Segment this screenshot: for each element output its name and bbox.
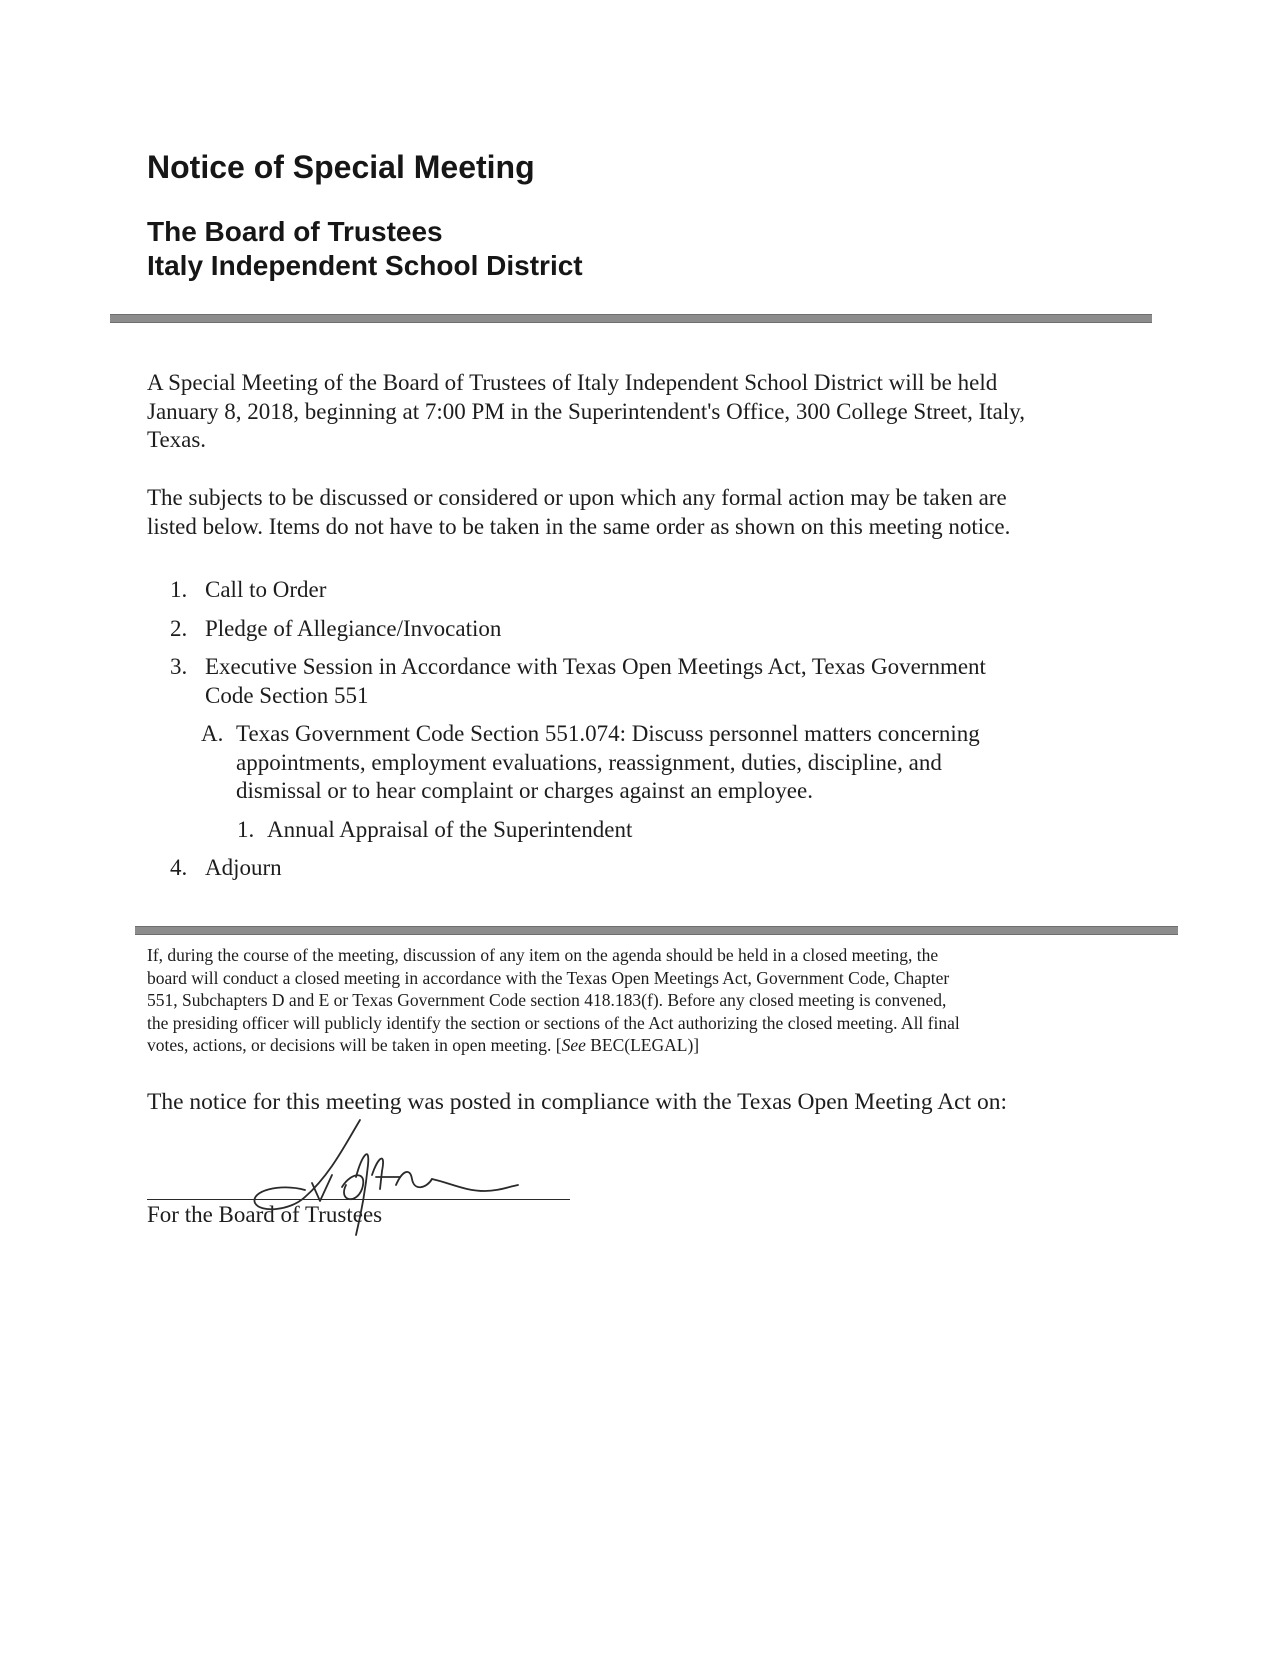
agenda-item-number: 4. <box>170 855 188 880</box>
agenda-subitem <box>201 720 1110 806</box>
notice-title: Notice of Special Meeting <box>147 149 535 185</box>
intro-paragraph <box>147 369 1127 455</box>
agenda-item-text <box>205 653 1110 710</box>
agenda-subitem-text <box>236 720 1110 806</box>
agenda-subsubitem-text: Annual Appraisal of the Superintendent <box>267 816 633 842</box>
footnote-line-start: votes, actions, or decisions will be taken in open meeting. [ <box>147 1035 562 1055</box>
agenda-item-text-line: Code Section 551 <box>205 682 369 708</box>
board-heading <box>147 215 583 283</box>
signature-caption: For the Board of Trustees <box>147 1202 383 1227</box>
closed-meeting-footnote <box>147 944 1117 1057</box>
agenda-item <box>170 854 1110 883</box>
posting-statement: The notice for this meeting was posted in compliance with the Texas Open Meeting Act on: <box>147 1089 1008 1115</box>
footnote-line: the presiding officer will publicly identify the section or sections of the Act authorizing the closed meeting. All final <box>147 1012 960 1033</box>
agenda-item-text: Adjourn <box>205 855 282 880</box>
agenda-subitem-text-line: Texas Government Code Section 551.074: Discuss personnel matters concerning <box>236 721 980 746</box>
agenda-item <box>170 653 1110 844</box>
board-name: The Board of Trustees <box>147 216 443 247</box>
footnote-line: If, during the course of the meeting, discussion of any item on the agenda should be held in a closed meeting, the <box>147 945 939 965</box>
footnote-line: 551, Subchapters D and E or Texas Government Code section 418.183(f). Before any closed meeting is convened, <box>147 990 947 1010</box>
footnote-line-end: BEC(LEGAL)] <box>585 1035 700 1055</box>
agenda-item-text: Call to Order <box>205 577 327 602</box>
agenda-item-text-line: Executive Session in Accordance with Texas Open Meetings Act, Texas Government <box>205 654 986 679</box>
intro-line-1: A Special Meeting of the Board of Trustees of Italy Independent School District will be held <box>147 370 998 395</box>
agenda-subsubitem <box>237 816 1110 845</box>
agenda-item-number: 3. <box>170 654 188 679</box>
agenda-subitem-letter: A. <box>201 721 224 746</box>
handwritten-signature <box>250 1115 520 1245</box>
agenda-item <box>170 576 1110 605</box>
footnote-line: board will conduct a closed meeting in accordance with the Texas Open Meetings Act, Government Code, Chapter <box>147 967 950 988</box>
agenda-subsubitem-number: 1. <box>237 816 255 842</box>
agenda-subitem-text-line: appointments, employment evaluations, reassignment, duties, discipline, and <box>236 749 942 775</box>
intro-line-2: January 8, 2018, beginning at 7:00 PM in the Superintendent's Office, 300 College Street, Italy, <box>147 398 1025 424</box>
subjects-paragraph <box>147 484 1127 541</box>
district-name: Italy Independent School District <box>147 250 583 281</box>
agenda-item-text: Pledge of Allegiance/Invocation <box>205 615 502 641</box>
agenda-item <box>170 615 1110 644</box>
intro-line-3: Texas. <box>147 427 207 452</box>
agenda-item-number: 1. <box>170 577 188 602</box>
bottom-divider <box>135 926 1178 935</box>
subjects-line-2: listed below. Items do not have to be taken in the same order as shown on this meeting notice. <box>147 513 1011 539</box>
footnote-see-reference: See <box>561 1035 586 1055</box>
agenda-subitem-text-line: dismissal or to hear complaint or charges against an employee. <box>236 778 813 803</box>
top-divider <box>110 314 1152 323</box>
subjects-line-1: The subjects to be discussed or considered or upon which any formal action may be taken are <box>147 485 1007 510</box>
agenda-list <box>170 576 1110 883</box>
agenda-item-number: 2. <box>170 615 188 641</box>
